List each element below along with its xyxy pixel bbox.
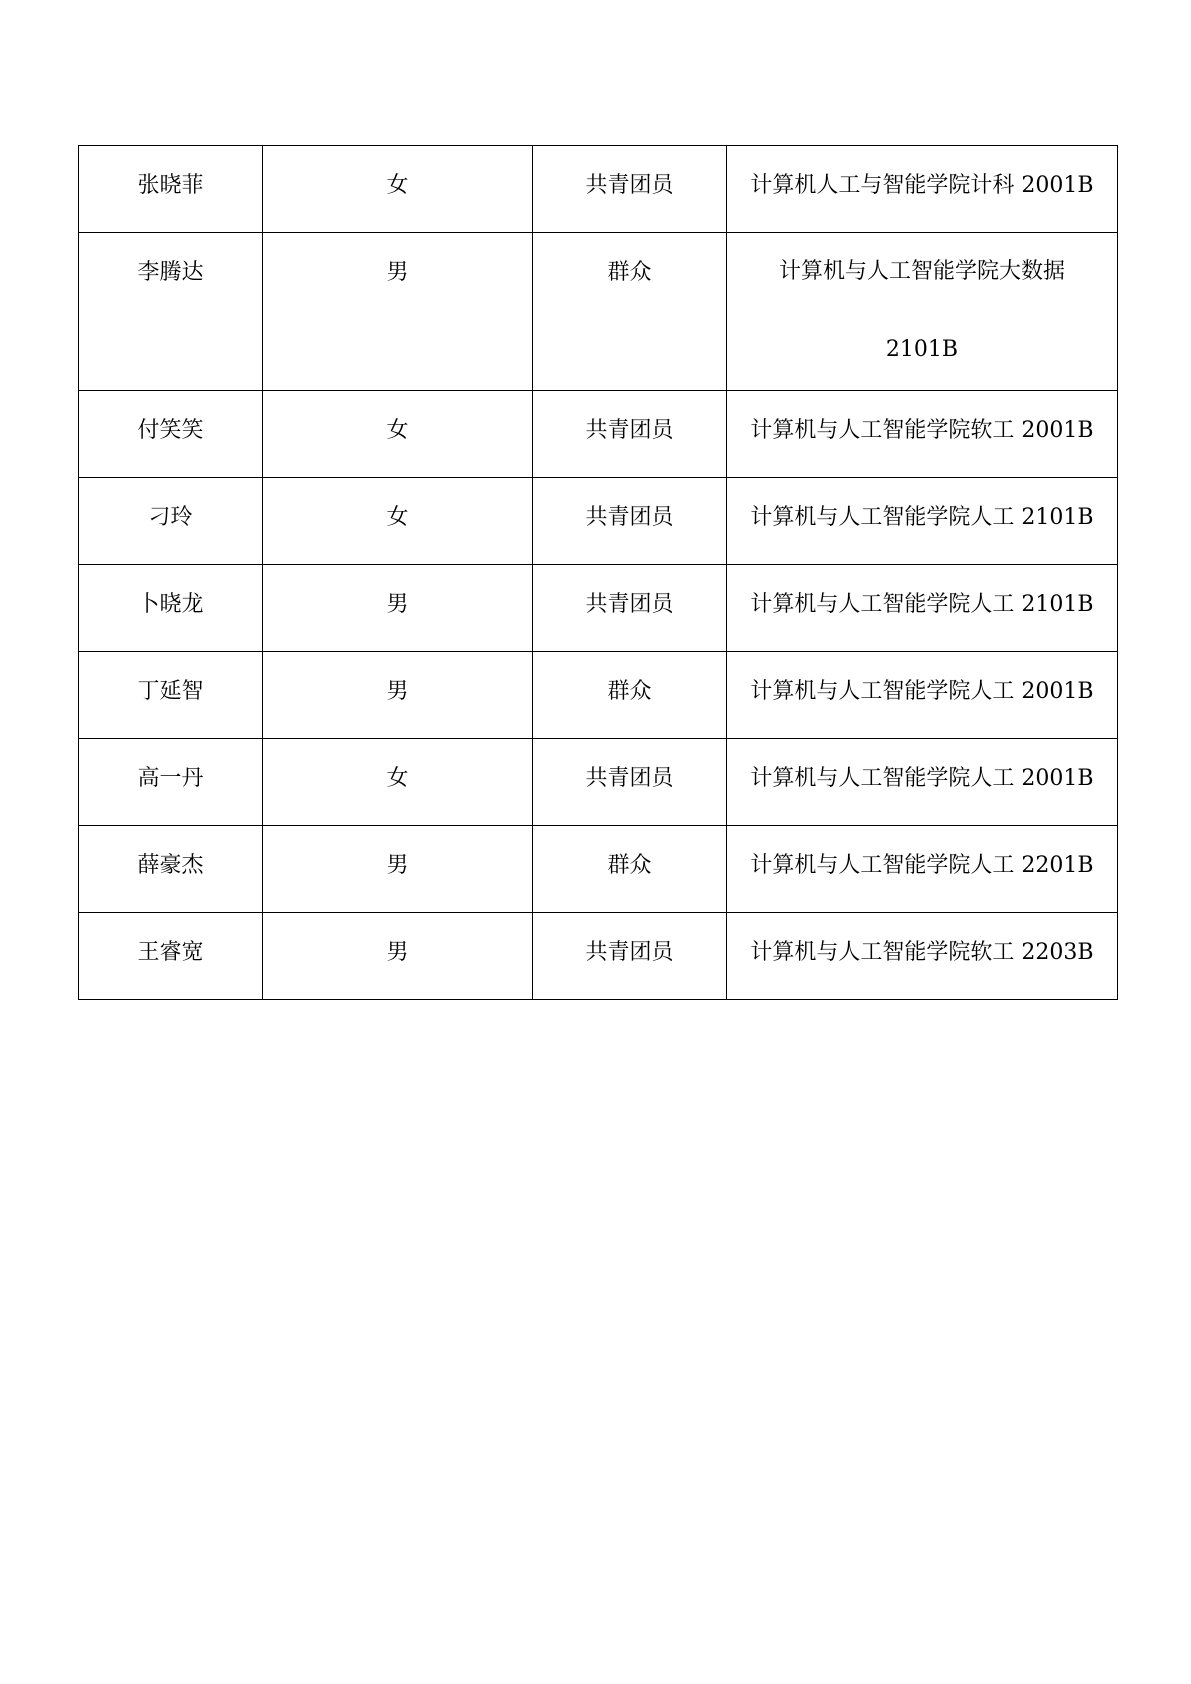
- table-row: [79, 565, 1118, 652]
- college-line-1: 计算机与人工智能学院大数据: [778, 259, 1065, 284]
- name-cell: 王睿宽: [79, 913, 263, 1000]
- name-cell: 李腾达: [79, 233, 263, 391]
- gender-cell: 女: [263, 739, 533, 826]
- gender-cell: 男: [263, 913, 533, 1000]
- college-cell: 计算机与人工智能学院人工 2101B: [727, 478, 1118, 565]
- name-cell: 高一丹: [79, 739, 263, 826]
- political-status-cell: 共青团员: [533, 913, 727, 1000]
- table-row: [79, 652, 1118, 739]
- table-row: [79, 478, 1118, 565]
- table-row: [79, 391, 1118, 478]
- gender-cell: 女: [263, 478, 533, 565]
- political-status-cell: 共青团员: [533, 478, 727, 565]
- college-cell: 计算机与人工智能学院人工 2001B: [727, 739, 1118, 826]
- gender-cell: 男: [263, 652, 533, 739]
- name-cell: 薛豪杰: [79, 826, 263, 913]
- gender-cell: 男: [263, 233, 533, 391]
- political-status-cell: 共青团员: [533, 146, 727, 233]
- college-cell: 计算机与人工智能学院软工 2001B: [727, 391, 1118, 478]
- member-roster-table: [78, 145, 1118, 1000]
- gender-cell: 男: [263, 826, 533, 913]
- table-row: [79, 146, 1118, 233]
- gender-cell: 女: [263, 146, 533, 233]
- college-line-2: 2101B: [885, 337, 959, 362]
- political-status-cell: 群众: [533, 233, 727, 391]
- table-row: [79, 233, 1118, 391]
- gender-cell: 女: [263, 391, 533, 478]
- political-status-cell: 共青团员: [533, 739, 727, 826]
- college-cell: [727, 233, 1118, 391]
- table-row: [79, 826, 1118, 913]
- college-cell: 计算机与人工智能学院人工 2201B: [727, 826, 1118, 913]
- college-cell: 计算机与人工智能学院软工 2203B: [727, 913, 1118, 1000]
- name-cell: 付笑笑: [79, 391, 263, 478]
- political-status-cell: 群众: [533, 652, 727, 739]
- political-status-cell: 共青团员: [533, 391, 727, 478]
- political-status-cell: 群众: [533, 826, 727, 913]
- college-cell: 计算机人工与智能学院计科 2001B: [727, 146, 1118, 233]
- gender-cell: 男: [263, 565, 533, 652]
- name-cell: 刁玲: [79, 478, 263, 565]
- name-cell: 张晓菲: [79, 146, 263, 233]
- college-cell: 计算机与人工智能学院人工 2001B: [727, 652, 1118, 739]
- table-row: [79, 739, 1118, 826]
- name-cell: 丁延智: [79, 652, 263, 739]
- college-cell: 计算机与人工智能学院人工 2101B: [727, 565, 1118, 652]
- name-cell: 卜晓龙: [79, 565, 263, 652]
- political-status-cell: 共青团员: [533, 565, 727, 652]
- table-row: [79, 913, 1118, 1000]
